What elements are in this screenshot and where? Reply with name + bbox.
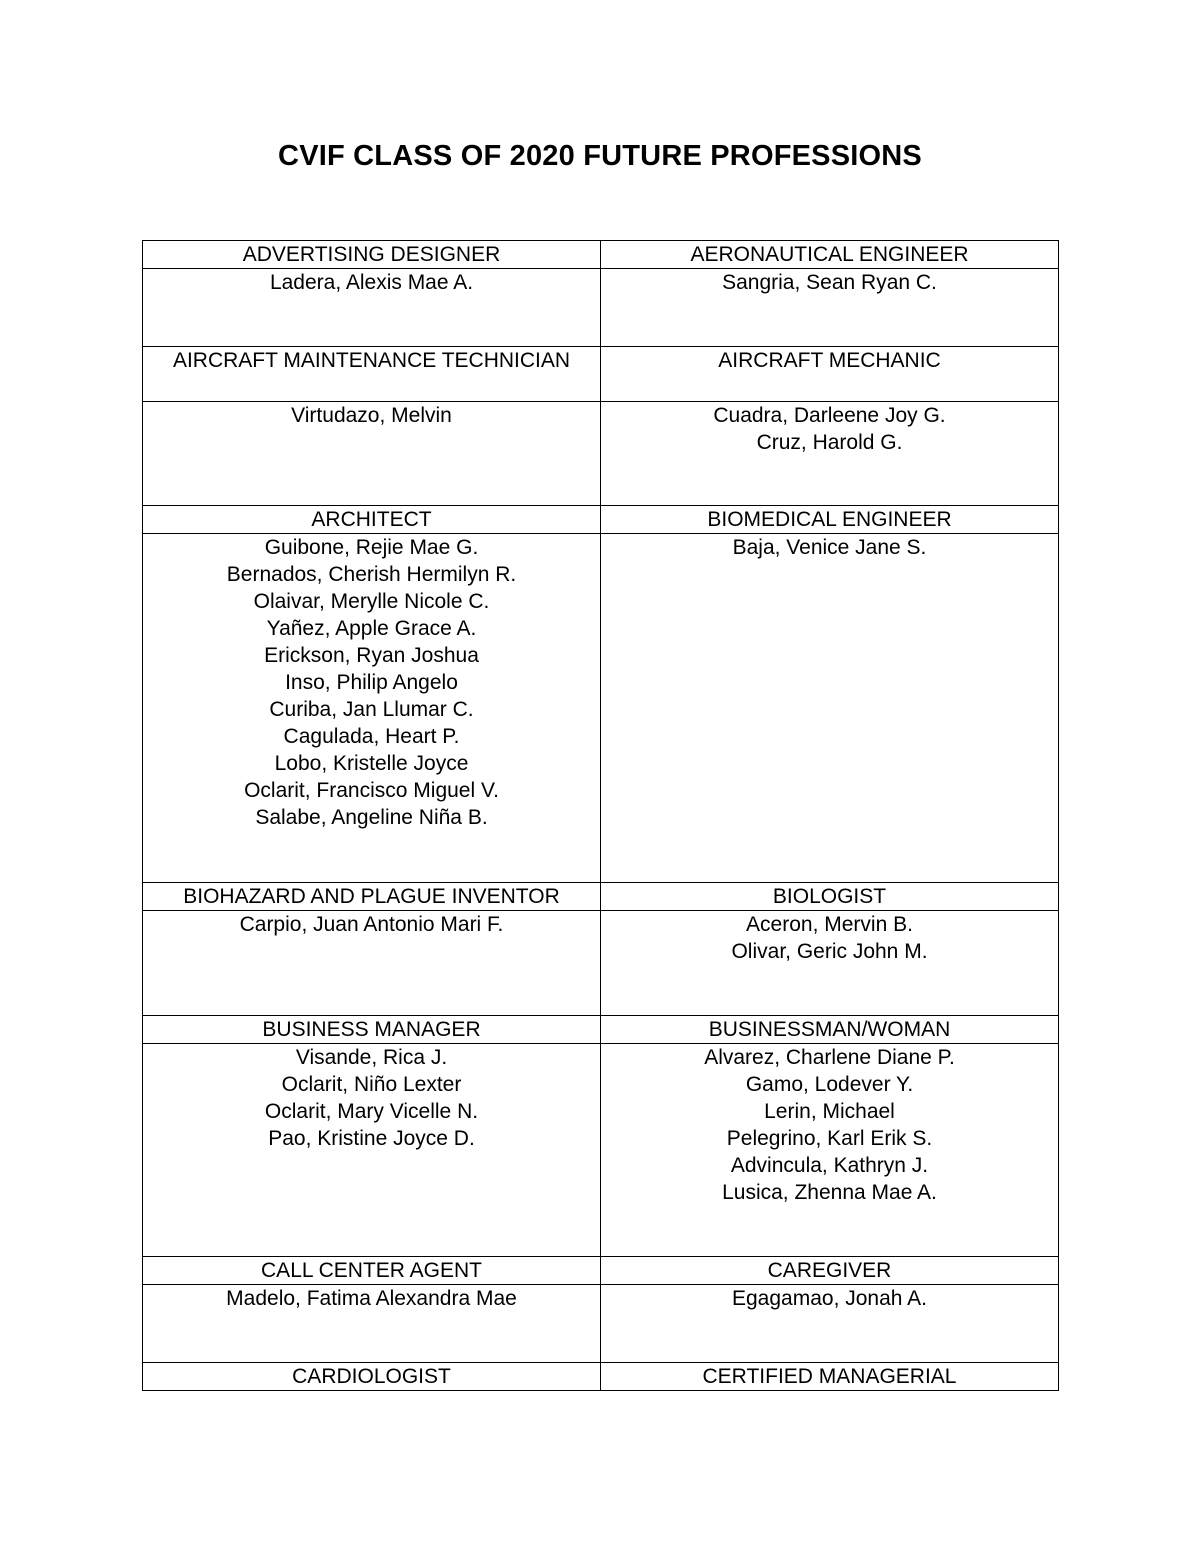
names-cell [143, 1285, 601, 1363]
person-name: Pao, Kristine Joyce D. [268, 1127, 475, 1150]
person-name: Pelegrino, Karl Erik S. [726, 1127, 933, 1150]
person-name: Lusica, Zhenna Mae A. [722, 1181, 937, 1204]
person-name: Lobo, Kristelle Joyce [274, 752, 469, 775]
profession-header: ARCHITECT [143, 506, 601, 534]
profession-header: AIRCRAFT MAINTENANCE TECHNICIAN [143, 347, 601, 402]
person-name: Cuadra, Darleene Joy G. [713, 404, 946, 427]
person-name: Carpio, Juan Antonio Mari F. [239, 913, 504, 936]
names-row [143, 1044, 1059, 1257]
profession-header: CARDIOLOGIST [143, 1363, 601, 1391]
person-name: Aceron, Mervin B. [746, 913, 913, 936]
profession-header: ADVERTISING DESIGNER [143, 241, 601, 269]
profession-header: BIOHAZARD AND PLAGUE INVENTOR [143, 883, 601, 911]
header-row [143, 1257, 1059, 1285]
names-row [143, 1285, 1059, 1363]
names-row [143, 402, 1059, 506]
profession-header: BIOLOGIST [601, 883, 1059, 911]
person-name: Oclarit, Francisco Miguel V. [244, 779, 499, 802]
header-row [143, 241, 1059, 269]
names-cell [601, 402, 1059, 506]
profession-header: AIRCRAFT MECHANIC [601, 347, 1059, 402]
person-name: Salabe, Angeline Niña B. [255, 806, 488, 829]
person-name: Visande, Rica J. [295, 1046, 448, 1069]
professions-table [142, 240, 1059, 1391]
person-name: Cagulada, Heart P. [283, 725, 460, 748]
profession-header: CALL CENTER AGENT [143, 1257, 601, 1285]
professions-table-body [143, 241, 1059, 1391]
header-row [143, 1016, 1059, 1044]
profession-header: BIOMEDICAL ENGINEER [601, 506, 1059, 534]
person-name: Olaivar, Merylle Nicole C. [253, 590, 490, 613]
person-name: Oclarit, Niño Lexter [281, 1073, 462, 1096]
names-cell [143, 1044, 601, 1257]
person-name: Curiba, Jan Llumar C. [269, 698, 474, 721]
person-name: Inso, Philip Angelo [285, 671, 458, 694]
names-cell [143, 534, 601, 883]
names-row [143, 269, 1059, 347]
person-name: Olivar, Geric John M. [731, 940, 928, 963]
person-name: Gamo, Lodever Y. [745, 1073, 914, 1096]
names-row [143, 911, 1059, 1016]
profession-header: BUSINESS MANAGER [143, 1016, 601, 1044]
header-row [143, 883, 1059, 911]
names-cell [601, 1044, 1059, 1257]
person-name: Lerin, Michael [764, 1100, 895, 1123]
names-cell [601, 534, 1059, 883]
profession-header: AERONAUTICAL ENGINEER [601, 241, 1059, 269]
person-name: Yañez, Apple Grace A. [266, 617, 477, 640]
person-name: Erickson, Ryan Joshua [264, 644, 479, 667]
names-cell [143, 911, 601, 1016]
names-cell [601, 269, 1059, 347]
profession-header: CERTIFIED MANAGERIAL [601, 1363, 1059, 1391]
person-name: Oclarit, Mary Vicelle N. [264, 1100, 479, 1123]
person-name: Guibone, Rejie Mae G. [264, 536, 479, 559]
header-row [143, 1363, 1059, 1391]
names-cell [143, 402, 601, 506]
person-name: Virtudazo, Melvin [291, 404, 452, 427]
header-row [143, 506, 1059, 534]
profession-header: BUSINESSMAN/WOMAN [601, 1016, 1059, 1044]
names-cell [143, 269, 601, 347]
person-name: Cruz, Harold G. [756, 431, 903, 454]
person-name: Sangria, Sean Ryan C. [722, 271, 937, 294]
person-name: Bernados, Cherish Hermilyn R. [226, 563, 517, 586]
names-cell [601, 1285, 1059, 1363]
person-name: Madelo, Fatima Alexandra Mae [226, 1287, 517, 1310]
header-row [143, 347, 1059, 402]
profession-header: CAREGIVER [601, 1257, 1059, 1285]
person-name: Egagamao, Jonah A. [732, 1287, 927, 1310]
person-name: Alvarez, Charlene Diane P. [704, 1046, 955, 1069]
person-name: Baja, Venice Jane S. [732, 536, 927, 559]
person-name: Advincula, Kathryn J. [730, 1154, 929, 1177]
names-row [143, 534, 1059, 883]
person-name: Ladera, Alexis Mae A. [269, 271, 474, 294]
names-cell [601, 911, 1059, 1016]
page-title: CVIF CLASS OF 2020 FUTURE PROFESSIONS [278, 140, 922, 172]
